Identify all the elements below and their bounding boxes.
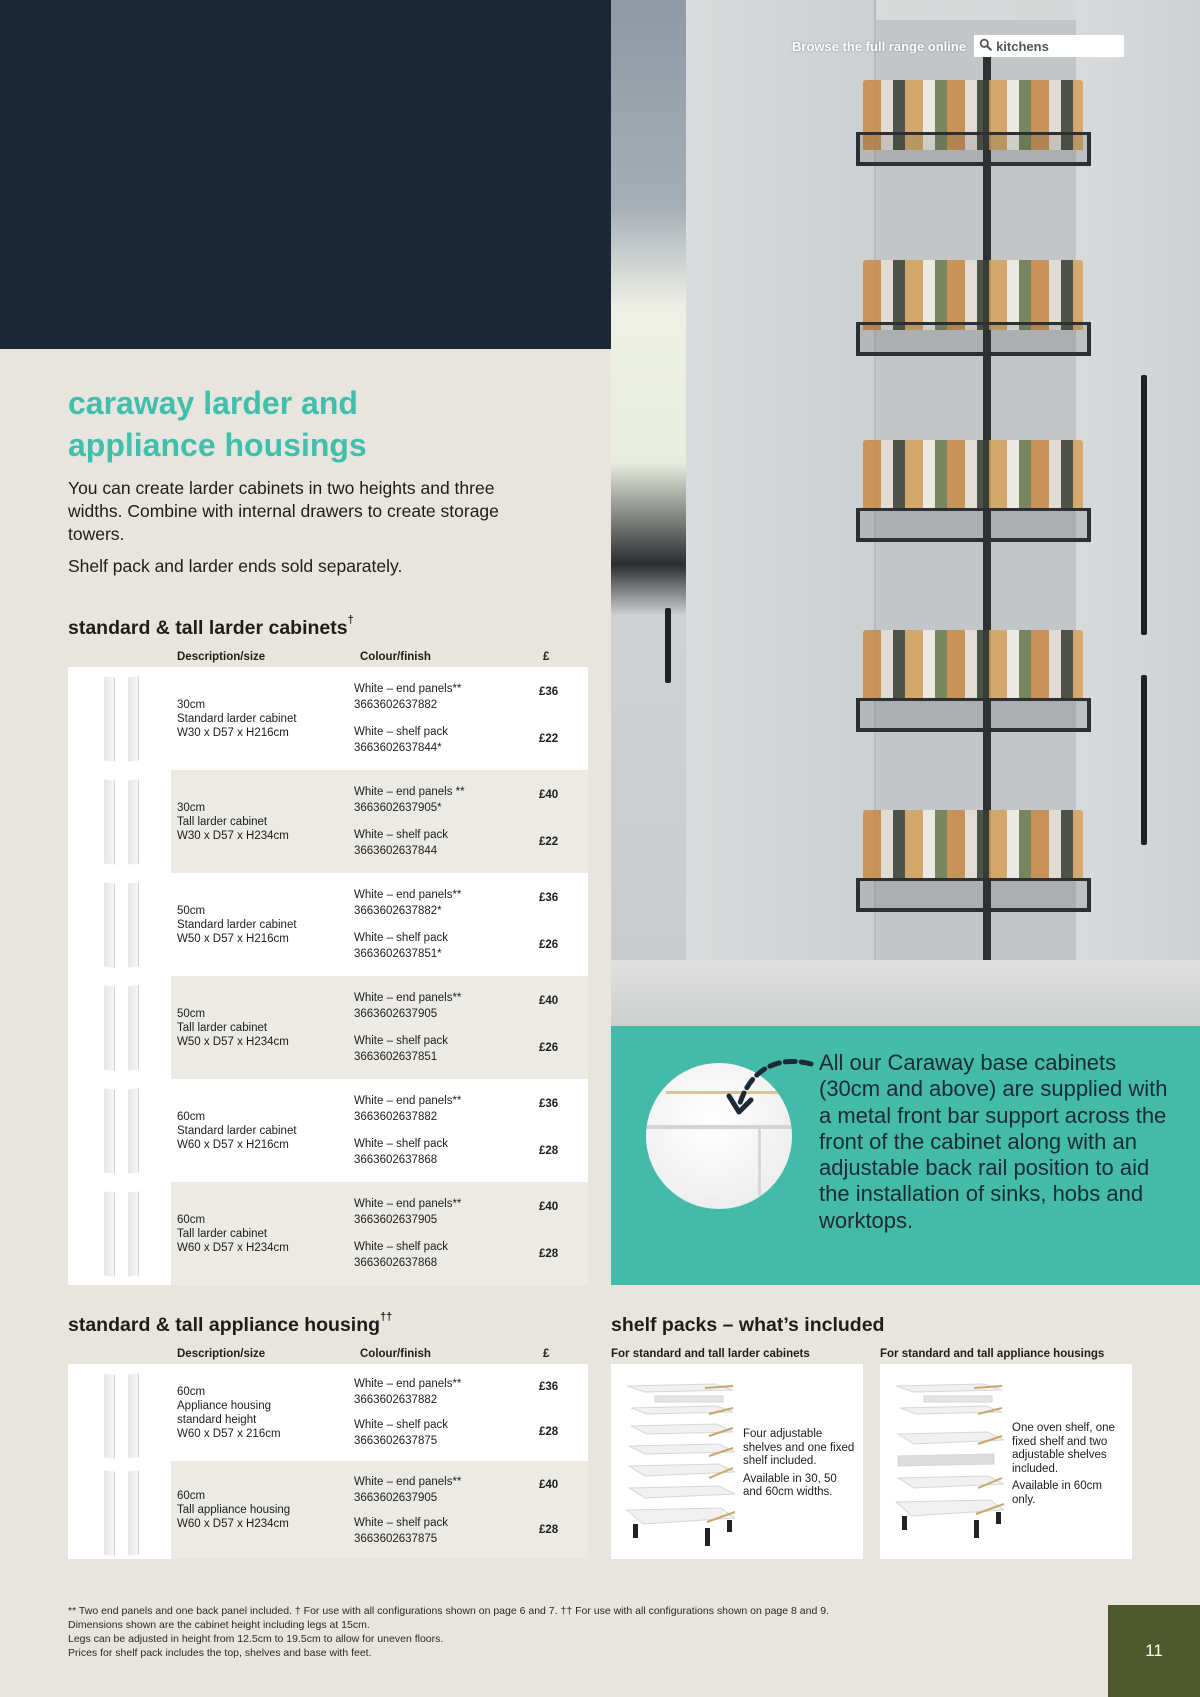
option-end-panels: White – end panels** 3663602637882* [354, 888, 462, 917]
price-shelf-pack: £28 [539, 1523, 559, 1536]
table-row [68, 770, 588, 873]
footnotes [68, 1604, 968, 1660]
dagger-mark: † [347, 614, 354, 626]
shelf-packs-heading: shelf packs – what’s included [611, 1314, 885, 1336]
intro-paragraph: You can create larder cabinets in two heights and three widths. Combine with internal drawers to create storage towers. [68, 478, 499, 544]
photo-basket [856, 322, 1091, 356]
option-shelf-pack: White – shelf pack 3663602637851* [354, 932, 448, 961]
shelf-pack-larder-description: Four adjustable shelves and one fixed shelf included. Available in 30, 50 and 60cm widths. [743, 1428, 855, 1498]
table-row [68, 873, 588, 976]
appliance-section-heading [68, 1311, 393, 1337]
row-description: 50cm Standard larder cabinet W50 x D57 x H216cm [177, 904, 297, 945]
option-end-panels: White – end panels** 3663602637882 [354, 1378, 462, 1407]
appliance-housing-table [68, 1364, 588, 1559]
price-end-panels: £40 [539, 1478, 559, 1491]
col-header-description: Description/size [177, 1348, 266, 1360]
shelf-pack-larder-card [611, 1364, 863, 1559]
browse-label: Browse the full range online [792, 38, 967, 54]
cabinet-end-panel-image [68, 770, 171, 873]
dashed-arrow-icon [711, 1056, 821, 1126]
photo-open-door [686, 0, 876, 1026]
option-shelf-pack: White – shelf pack 3663602637868 [354, 1138, 448, 1167]
intro-text [68, 477, 508, 578]
page-title [68, 382, 548, 466]
row-description: 60cm Appliance housing standard height W60 x D57 x 216cm [177, 1385, 281, 1440]
front-bar-support-callout [611, 1026, 1200, 1285]
price-shelf-pack: £26 [539, 939, 559, 952]
price-end-panels: £36 [539, 1381, 559, 1394]
photo-basket [856, 132, 1091, 166]
option-end-panels: White – end panels** 3663602637905 [354, 1197, 462, 1226]
footnote: Prices for shelf pack includes the top, shelves and base with feet. [68, 1647, 372, 1659]
option-end-panels: White – end panels ** 3663602637905* [354, 785, 465, 814]
cabinet-end-panel-image [68, 1182, 171, 1285]
option-shelf-pack: White – shelf pack 3663602637851 [354, 1035, 448, 1064]
photo-floor [611, 960, 1200, 1026]
option-shelf-pack: White – shelf pack 3663602637844 [354, 829, 448, 858]
photo-adjacent-cabinet [1076, 0, 1200, 1026]
photo-handle [1141, 375, 1147, 635]
table-row [68, 667, 588, 770]
price-shelf-pack: £28 [539, 1425, 559, 1438]
table-row [68, 1364, 588, 1461]
shelf-stack-illustration [894, 1378, 1004, 1548]
cabinet-end-panel-image [68, 1364, 171, 1461]
row-description: 60cm Standard larder cabinet W60 x D57 x H216cm [177, 1110, 297, 1151]
photo-shelf-goods [863, 440, 1083, 510]
callout-text: All our Caraway base cabinets (30cm and above) are supplied with a metal front bar support across the front of the cabinet along with an adjustable back rail position to aid the installation of sinks, hobs and worktops. [819, 1050, 1168, 1233]
cabinet-end-panel-image [68, 873, 171, 976]
photo-basket [856, 878, 1091, 912]
price-shelf-pack: £22 [539, 836, 559, 849]
option-end-panels: White – end panels** 3663602637905 [354, 991, 462, 1020]
browse-online-search [792, 35, 1124, 57]
larder-section-heading [68, 614, 354, 640]
shelf-stack-illustration [625, 1378, 735, 1548]
price-shelf-pack: £28 [539, 1145, 559, 1158]
larder-cabinets-table [68, 667, 588, 1285]
price-end-panels: £36 [539, 1097, 559, 1110]
price-end-panels: £36 [539, 891, 559, 904]
shelf-pack-appliance-description: One oven shelf, one fixed shelf and two adjustable shelves included. Available in 60cm only. [1012, 1422, 1115, 1506]
shelf-pack-appliance-card [880, 1364, 1132, 1559]
shelf-pack-larder-subheading: For standard and tall larder cabinets [611, 1348, 810, 1360]
price-end-panels: £40 [539, 994, 559, 1007]
photo-shelf-goods [863, 810, 1083, 880]
photo-shelf-goods [863, 260, 1083, 330]
search-value: kitchens [996, 38, 1049, 54]
intro-note: Shelf pack and larder ends sold separately. [68, 556, 403, 576]
price-shelf-pack: £28 [539, 1248, 559, 1261]
photo-handle [665, 608, 671, 683]
row-description: 60cm Tall appliance housing W60 x D57 x H234cm [177, 1490, 291, 1530]
larder-hero-photo [611, 0, 1200, 1026]
row-description: 60cm Tall larder cabinet W60 x D57 x H234cm [177, 1213, 289, 1254]
col-header-description: Description/size [177, 651, 266, 663]
cabinet-end-panel-image [68, 667, 171, 770]
option-shelf-pack: White – shelf pack 3663602637875 [354, 1418, 448, 1447]
col-header-colour: Colour/finish [360, 1348, 431, 1360]
appliance-heading-text: standard & tall appliance housing [68, 1314, 381, 1336]
photo-basket [856, 508, 1091, 542]
shelf-pack-appliance-subheading: For standard and tall appliance housings [880, 1348, 1105, 1360]
cabinet-end-panel-image [68, 1079, 171, 1182]
table-row [68, 976, 588, 1079]
option-end-panels: White – end panels** 3663602637882 [354, 1094, 462, 1123]
footnote: Legs can be adjusted in height from 12.5cm to 19.5cm to allow for uneven floors. [68, 1633, 444, 1645]
photo-handle [1141, 675, 1147, 845]
title-line-1: caraway larder and [68, 385, 358, 421]
footnote: ** Two end panels and one back panel included. † For use with all configurations shown on page 6 and 7. †† For use with all configurations shown on page 8 and 9. [68, 1605, 829, 1617]
row-description: 30cm Standard larder cabinet W30 x D57 x H216cm [177, 698, 297, 739]
option-end-panels: White – end panels** 3663602637905 [354, 1475, 462, 1504]
cabinet-end-panel-image [68, 1461, 171, 1559]
row-description: 30cm Tall larder cabinet W30 x D57 x H234cm [177, 801, 289, 842]
row-description: 50cm Tall larder cabinet W50 x D57 x H234cm [177, 1007, 289, 1048]
option-shelf-pack: White – shelf pack 3663602637875 [354, 1516, 448, 1545]
larder-heading-text: standard & tall larder cabinets [68, 617, 348, 639]
table-row [68, 1079, 588, 1182]
price-end-panels: £40 [539, 1200, 559, 1213]
photo-shelf-goods [863, 630, 1083, 700]
table-row [68, 1461, 588, 1559]
photo-wall [611, 0, 691, 1026]
footnote: Dimensions shown are the cabinet height including legs at 15cm. [68, 1619, 370, 1631]
table-row [68, 1182, 588, 1285]
navy-header-block [0, 0, 611, 349]
search-input[interactable] [974, 35, 1124, 57]
option-end-panels: White – end panels** 3663602637882 [354, 682, 462, 711]
price-shelf-pack: £22 [539, 733, 559, 746]
price-shelf-pack: £26 [539, 1042, 559, 1055]
cabinet-end-panel-image [68, 976, 171, 1079]
price-end-panels: £36 [539, 685, 559, 698]
option-shelf-pack: White – shelf pack 3663602637844* [354, 726, 448, 755]
double-dagger-mark: †† [380, 1311, 393, 1323]
photo-basket [856, 698, 1091, 732]
price-end-panels: £40 [539, 788, 559, 801]
title-line-2: appliance housings [68, 427, 367, 463]
page-number: 11 [1108, 1605, 1200, 1697]
col-header-price: £ [543, 651, 550, 663]
col-header-colour: Colour/finish [360, 651, 431, 663]
search-icon [979, 38, 992, 54]
col-header-price: £ [543, 1348, 550, 1360]
option-shelf-pack: White – shelf pack 3663602637868 [354, 1241, 448, 1270]
